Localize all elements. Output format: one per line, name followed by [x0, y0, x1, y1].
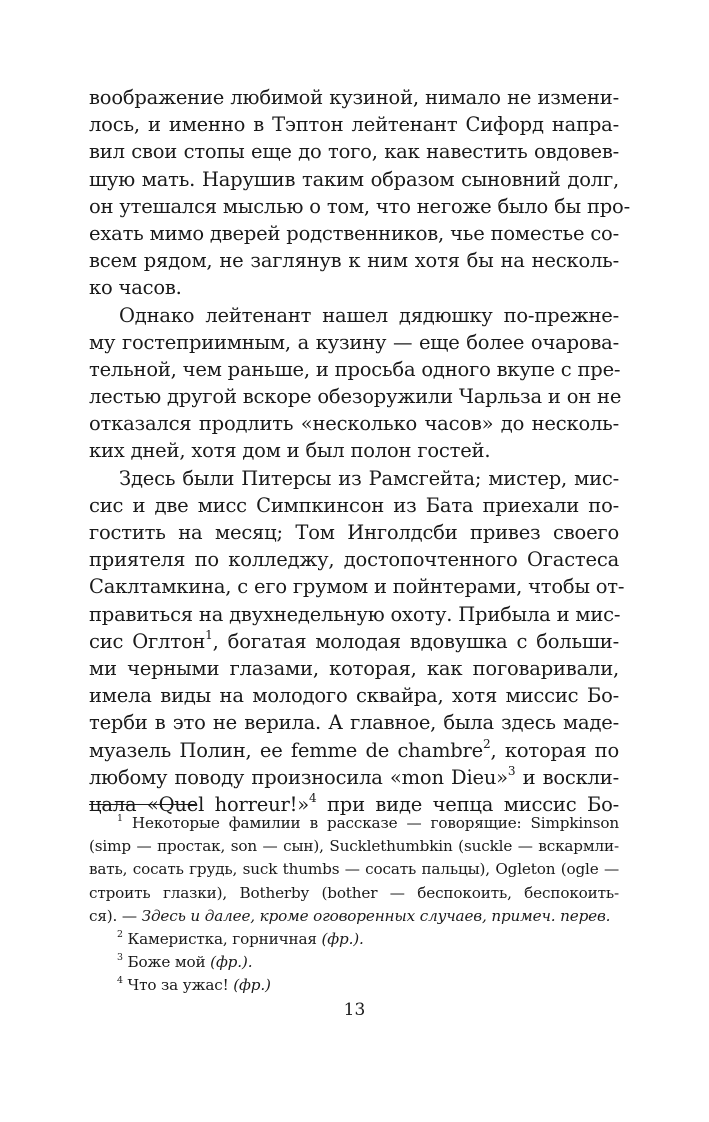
- footnote-2: $^2$ Камеристка, горничная (фр.).: [117, 928, 364, 948]
- footnotes: [89, 812, 619, 998]
- footnote-1-line: ся). — Здесь и далее, кроме оговоренных случаев, примеч. перев.: [89, 906, 611, 925]
- footnote-separator: [89, 804, 195, 805]
- text-line: муазель Полин, ее femme de chambre$^2$, которая по: [89, 736, 619, 762]
- text-line: гостить на месяц; Том Инголдсби привез своего: [89, 521, 619, 544]
- text-line: Однако лейтенант нашел дядюшку по-прежне-: [119, 303, 619, 327]
- page-number: 13: [343, 1000, 366, 1020]
- footnote-ref-2[interactable]: 2: [483, 736, 491, 751]
- text-line: шую мать. Нарушив таким образом сыновний долг,: [89, 167, 619, 191]
- text-line: всем рядом, не заглянув к ним хотя бы на несколь-: [89, 249, 619, 273]
- footnote-ref-4[interactable]: 4: [308, 791, 317, 806]
- text-line: сис Оглтон$^1$, богатая молодая вдовушка с больши-: [89, 628, 619, 653]
- footnote-ref-3[interactable]: 3: [507, 763, 516, 778]
- text-line: ких дней, хотя дом и был полон гостей.: [89, 439, 491, 463]
- text-line: сис и две мисс Симпкинсон из Бата приехали по-: [89, 493, 619, 517]
- text-line: отказался продлить «несколько часов» до несколь-: [89, 412, 619, 436]
- text-line: ко часов.: [89, 276, 182, 300]
- text-line: ми черными глазами, которая, как поговаривали,: [89, 656, 619, 680]
- text-line: приятеля по колледжу, достопочтенного Огастеса: [89, 548, 619, 572]
- text-line: лестью другой вскоре обезоружили Чарльза и он не: [89, 385, 622, 409]
- footnote-ref-1[interactable]: 1: [205, 628, 213, 643]
- footnote-1: $^1$ Некоторые фамилии в рассказе — говорящие: Simpkinson: [117, 813, 619, 832]
- text-line: лось, и именно в Тэптон лейтенант Сифорд напра-: [89, 113, 619, 137]
- text-line: воображение любимой кузиной, нимало не измени-: [89, 86, 619, 109]
- footnote-1-line: вать, сосать грудь, suck thumbs — сосать пальцы), Ogleton (ogle —: [89, 860, 619, 879]
- text-line: правиться на двухнедельную охоту. Прибыла и мис-: [89, 602, 621, 626]
- text-line: ехать мимо дверей родственников, чье поместье со-: [89, 221, 619, 245]
- text-line: тельной, чем раньше, и просьба одного вкупе с пре-: [89, 357, 621, 381]
- text-line: он утешался мыслью о том, что негоже было бы про-: [89, 194, 630, 218]
- footnote-1-line: строить глазки), Botherby (bother — беспокоить, беспокоить-: [89, 883, 619, 902]
- text-line: Саклтамкина, с его грумом и пойнтерами, чтобы от-: [89, 575, 625, 599]
- footnote-1-line: (simp — простак, son — сын), Sucklethumbkin (suckle — вскармли-: [89, 837, 619, 856]
- text-line: любому поводу произносила «mon Dieu»$^3$ и воскли-: [89, 763, 619, 789]
- body-text: [89, 84, 630, 818]
- text-line: терби в это не верила. А главное, была здесь маде-: [89, 711, 619, 735]
- footnote-3: $^3$ Боже мой (фр.).: [117, 952, 253, 972]
- text-line: Здесь были Питерсы из Рамсгейта; мистер, мис-: [119, 466, 619, 490]
- footnote-4: $^4$ Что за ужас! (фр.): [117, 975, 271, 995]
- text-line: цала «Quel horreur!»$^4$ при виде чепца миссис Бо-: [89, 791, 619, 816]
- text-line: имела виды на молодого сквайра, хотя миссис Бо-: [89, 684, 619, 708]
- text-line: вил свои стопы еще до того, как навестить овдовев-: [89, 140, 619, 164]
- text-line: му гостеприимным, а кузину — еще более очарова-: [89, 330, 619, 354]
